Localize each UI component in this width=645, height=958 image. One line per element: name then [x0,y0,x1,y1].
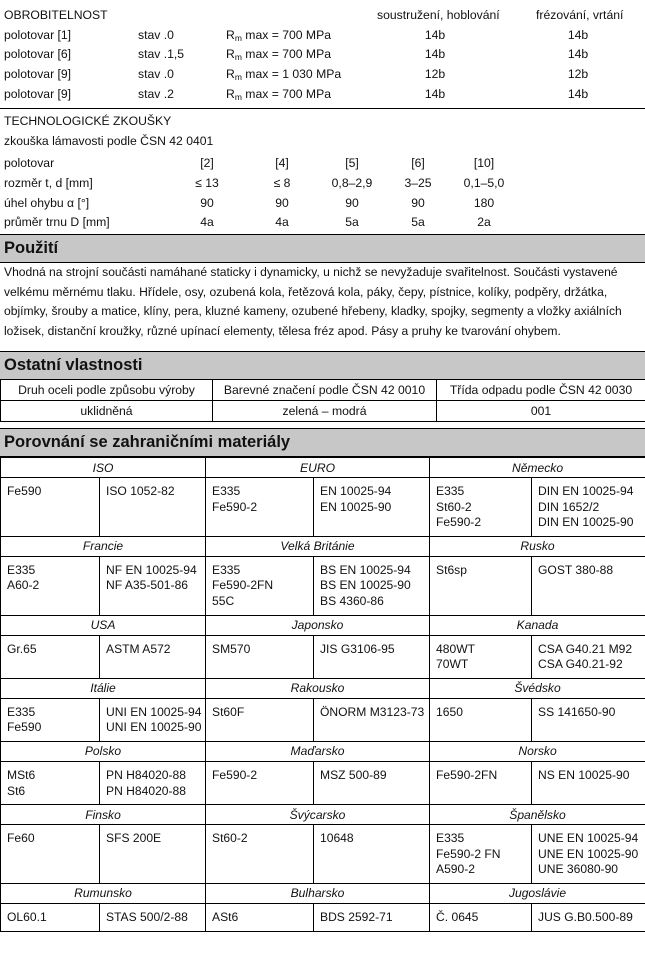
standard-references [100,761,206,804]
test-value: [5] [345,156,359,170]
material-code: Fe590 [7,720,42,735]
standard-code: ASTM A572 [106,641,171,656]
strength-value: max = 700 MPa [241,28,331,42]
turning-class: 14b [424,47,446,61]
strength-symbol: R [226,47,235,61]
material-code: St6 [7,783,26,798]
tests-subtitle: zkouška lámavosti podle ČSN 42 0401 [4,134,214,148]
country-name: Bulharsko [206,883,430,903]
country-name: Švýcarsko [206,805,430,825]
test-value: 0,8–2,9 [331,176,373,190]
material-code: E335 [212,562,241,577]
other-properties-value-row [1,401,645,422]
material-code: E335 [7,562,36,577]
country-name: Maďarsko [206,741,430,761]
country-name: Finsko [1,805,206,825]
material-designations [430,478,532,537]
standard-code: PN H84020-88 [106,767,187,782]
standard-code: NS EN 10025-90 [538,767,630,782]
materials-row [1,478,645,537]
standard-code: EN 10025-94 [320,484,392,498]
test-value: 5a [411,215,425,229]
semi-product-label: polotovar [1] [4,28,72,42]
semi-product-label: polotovar [6] [4,47,72,61]
standard-code: JUS G.B0.500-89 [538,909,633,924]
country-row [1,458,645,478]
country-name: Španělsko [430,805,645,825]
standard-references [100,635,206,678]
standard-code: DIN EN 10025-90 [538,515,634,530]
standard-references [100,698,206,741]
strength-value: max = 700 MPa [241,87,331,101]
material-designations [206,825,314,884]
test-value: 90 [200,196,214,210]
standard-references [100,478,206,537]
country-name: Norsko [430,741,645,761]
material-designations [1,825,100,884]
material-code: 480WT [436,641,475,656]
standard-code: SFS 200E [106,831,162,846]
test-value: 4a [275,215,289,229]
standard-references [532,698,645,741]
material-code: St6sp [436,562,467,577]
color-marking-value: zelená – modrá [213,401,437,422]
standard-code: CSA G40.21-92 [538,657,623,672]
material-code: MSt6 [7,767,36,782]
test-row-label: úhel ohybu α [°] [4,196,90,210]
country-name: Rusko [430,536,645,556]
turning-class: 12b [424,67,446,81]
standard-code: JIS G3106-95 [320,641,395,656]
test-value: 0,1–5,0 [463,176,505,190]
material-code: OL60.1 [7,909,47,924]
material-code: ASt6 [212,909,239,924]
test-row-label: rozměr t, d [mm] [4,176,93,190]
standard-code: UNI EN 10025-94 [106,704,202,719]
standard-code: CSA G40.21 M92 [538,641,633,656]
strength-limit [226,45,331,67]
material-code: 1650 [436,704,463,719]
material-code: Fe60 [7,831,35,846]
material-designations [206,761,314,804]
steel-type-value: uklidněná [1,401,213,422]
strength-symbol: R [226,67,235,81]
material-code: Fe590-2FN [436,767,498,782]
material-designations [430,761,532,804]
test-value: 90 [275,196,289,210]
standard-code: SS 141650-90 [538,704,616,719]
material-designations [1,556,100,615]
country-name: Německo [430,458,645,478]
material-code: Č. 0645 [436,909,479,924]
strength-symbol: R [226,28,235,42]
material-code: Fe590 [7,484,42,498]
material-designations [206,556,314,615]
material-designations [1,903,100,931]
state-label: stav .0 [138,28,174,42]
other-properties-heading: Ostatní vlastnosti [0,351,645,380]
country-name: Švédsko [430,678,645,698]
material-code: Fe590-2 [212,499,258,514]
test-row-label: polotovar [4,156,55,170]
standard-code: STAS 500/2-88 [106,909,188,924]
country-name: Jugoslávie [430,883,645,903]
test-value: [6] [411,156,425,170]
material-code: Fe590-2 [436,515,482,530]
standard-references [314,761,430,804]
country-row [1,615,645,635]
test-value: [10] [473,156,495,170]
material-code: E335 [436,831,465,846]
material-code: Fe590-2FN [212,578,274,593]
country-name: Japonsko [206,615,430,635]
strength-subscript: m [234,52,242,62]
standard-code: UNE EN 10025-90 [538,846,639,861]
standard-code: DIN EN 10025-94 [538,484,634,498]
country-name: Francie [1,536,206,556]
test-value: 4a [200,215,214,229]
material-code: A590-2 [436,862,476,877]
standard-references [314,698,430,741]
waste-class-value: 001 [437,401,645,422]
usage-paragraph [4,263,642,341]
standard-code: BDS 2592-71 [320,909,393,924]
materials-row [1,903,645,931]
comparison-heading: Porovnání se zahraničními materiály [0,428,645,457]
material-code: Fe590-2 FN [436,846,501,861]
material-designations [1,761,100,804]
standard-code: ISO 1052-82 [106,484,175,498]
materials-row [1,698,645,741]
other-properties-header: Druh oceli podle způsobu výroby [1,380,213,401]
material-designations [430,698,532,741]
standard-code: NF EN 10025-94 [106,562,197,577]
material-designations [430,825,532,884]
tests-title: TECHNOLOGICKÉ ZKOUŠKY [4,114,172,128]
standard-references [314,825,430,884]
material-code: A60-2 [7,578,40,593]
country-row [1,883,645,903]
standard-references [532,761,645,804]
state-label: stav .0 [138,67,174,81]
materials-row [1,825,645,884]
material-designations [430,903,532,931]
usage-line: velkému měrnému tlaku. Hřídele, osy, ozubená kola, řetězová kola, páky, čepy, pístnice, kolíky, podpěry, držátka, [4,284,608,299]
material-code: E335 [436,484,465,498]
standard-references [314,556,430,615]
standard-references [532,903,645,931]
strength-value: max = 1 030 MPa [241,67,342,81]
standard-code: DIN 1652/2 [538,499,600,514]
standard-references [314,903,430,931]
standard-references [314,478,430,537]
standard-references [100,903,206,931]
test-value: 2a [477,215,491,229]
usage-line: ložisek, distanční kroužky, různé upínací elementy, tělesa fréz apod. Pásy a pruhy ke tvarování ohybem. [4,323,561,338]
material-designations [206,478,314,537]
test-value: 180 [473,196,495,210]
material-designations [430,556,532,615]
strength-subscript: m [234,72,242,82]
test-value: ≤ 13 [195,176,219,190]
test-value: 90 [345,196,359,210]
test-value: [2] [200,156,214,170]
country-row [1,536,645,556]
standard-code: BS 4360-86 [320,593,384,608]
standard-code: 10648 [320,831,354,846]
standard-references [532,478,645,537]
material-code: St60F [212,704,245,719]
test-row-label: průměr trnu D [mm] [4,215,110,229]
material-code: Gr.65 [7,641,37,656]
material-code: E335 [212,484,241,498]
country-name: Polsko [1,741,206,761]
material-designations [206,635,314,678]
country-name: EURO [206,458,430,478]
material-code: 55C [212,593,235,608]
machinability-title: OBROBITELNOST [4,8,108,22]
machinability-col-turning: soustružení, hoblování [377,8,500,22]
country-name: Rakousko [206,678,430,698]
country-name: Rumunsko [1,883,206,903]
usage-heading: Použití [0,234,645,263]
standard-references [314,635,430,678]
country-row [1,805,645,825]
milling-class: 14b [567,47,589,61]
country-name: ISO [1,458,206,478]
semi-product-label: polotovar [9] [4,67,72,81]
strength-limit [226,85,331,107]
other-properties-header: Barevné značení podle ČSN 42 0010 [213,380,437,401]
strength-subscript: m [234,92,242,102]
standard-code: GOST 380-88 [538,562,614,577]
standard-code: BS EN 10025-90 [320,578,411,593]
test-value: 5a [345,215,359,229]
standard-references [100,825,206,884]
material-code: E335 [7,704,36,719]
country-name: Itálie [1,678,206,698]
material-designations [430,635,532,678]
turning-class: 14b [424,87,446,101]
material-code: SM570 [212,641,251,656]
standard-code: NF A35-501-86 [106,578,189,593]
standard-code: PN H84020-88 [106,783,187,798]
material-code: 70WT [436,657,469,672]
standard-code: BS EN 10025-94 [320,562,411,577]
materials-row [1,635,645,678]
strength-symbol: R [226,87,235,101]
country-name: Kanada [430,615,645,635]
standard-code: UNE EN 10025-94 [538,831,639,846]
standard-references [532,635,645,678]
country-row [1,678,645,698]
material-code: St60-2 [436,499,472,514]
milling-class: 12b [567,67,589,81]
standard-references [100,556,206,615]
standard-references [532,556,645,615]
milling-class: 14b [567,87,589,101]
milling-class: 14b [567,28,589,42]
other-properties-header: Třída odpadu podle ČSN 42 0030 [437,380,645,401]
usage-line: objímky, šrouby a matice, klíny, pera, kluzné kameny, ozubené hřebeny, kladky, spojky, segmenty a vložky axiálních [4,304,622,319]
strength-subscript: m [234,33,242,43]
strength-value: max = 700 MPa [241,47,331,61]
material-designations [206,698,314,741]
standard-references [532,825,645,884]
state-label: stav .2 [138,87,174,101]
divider [0,108,645,109]
material-designations [1,478,100,537]
other-properties-header-row [1,380,645,401]
standard-code: UNE 36080-90 [538,862,619,877]
usage-line: Vhodná na strojní součásti namáhané staticky i dynamicky, u nichž se nevyžaduje svařitelnost. Součásti vystavené [4,265,618,279]
standard-code: MSZ 500-89 [320,767,387,782]
country-name: USA [1,615,206,635]
standard-code: EN 10025-90 [320,499,392,514]
materials-row [1,556,645,615]
material-designations [1,635,100,678]
standard-code: ÖNORM M3123-73 [320,704,425,719]
test-value: ≤ 8 [273,176,291,190]
country-row [1,741,645,761]
state-label: stav .1,5 [138,47,185,61]
test-value: 90 [411,196,425,210]
semi-product-label: polotovar [9] [4,87,72,101]
test-value: 3–25 [404,176,432,190]
standard-code: UNI EN 10025-90 [106,720,202,735]
machinability-col-milling: frézování, vrtání [536,8,624,22]
other-properties-table [0,379,645,422]
country-name: Velká Británie [206,536,430,556]
material-code: St60-2 [212,831,248,846]
material-code: Fe590-2 [212,767,258,782]
material-designations [206,903,314,931]
materials-row [1,761,645,804]
strength-limit [226,65,341,87]
turning-class: 14b [424,28,446,42]
material-designations [1,698,100,741]
comparison-table [0,457,645,932]
test-value: [4] [275,156,289,170]
